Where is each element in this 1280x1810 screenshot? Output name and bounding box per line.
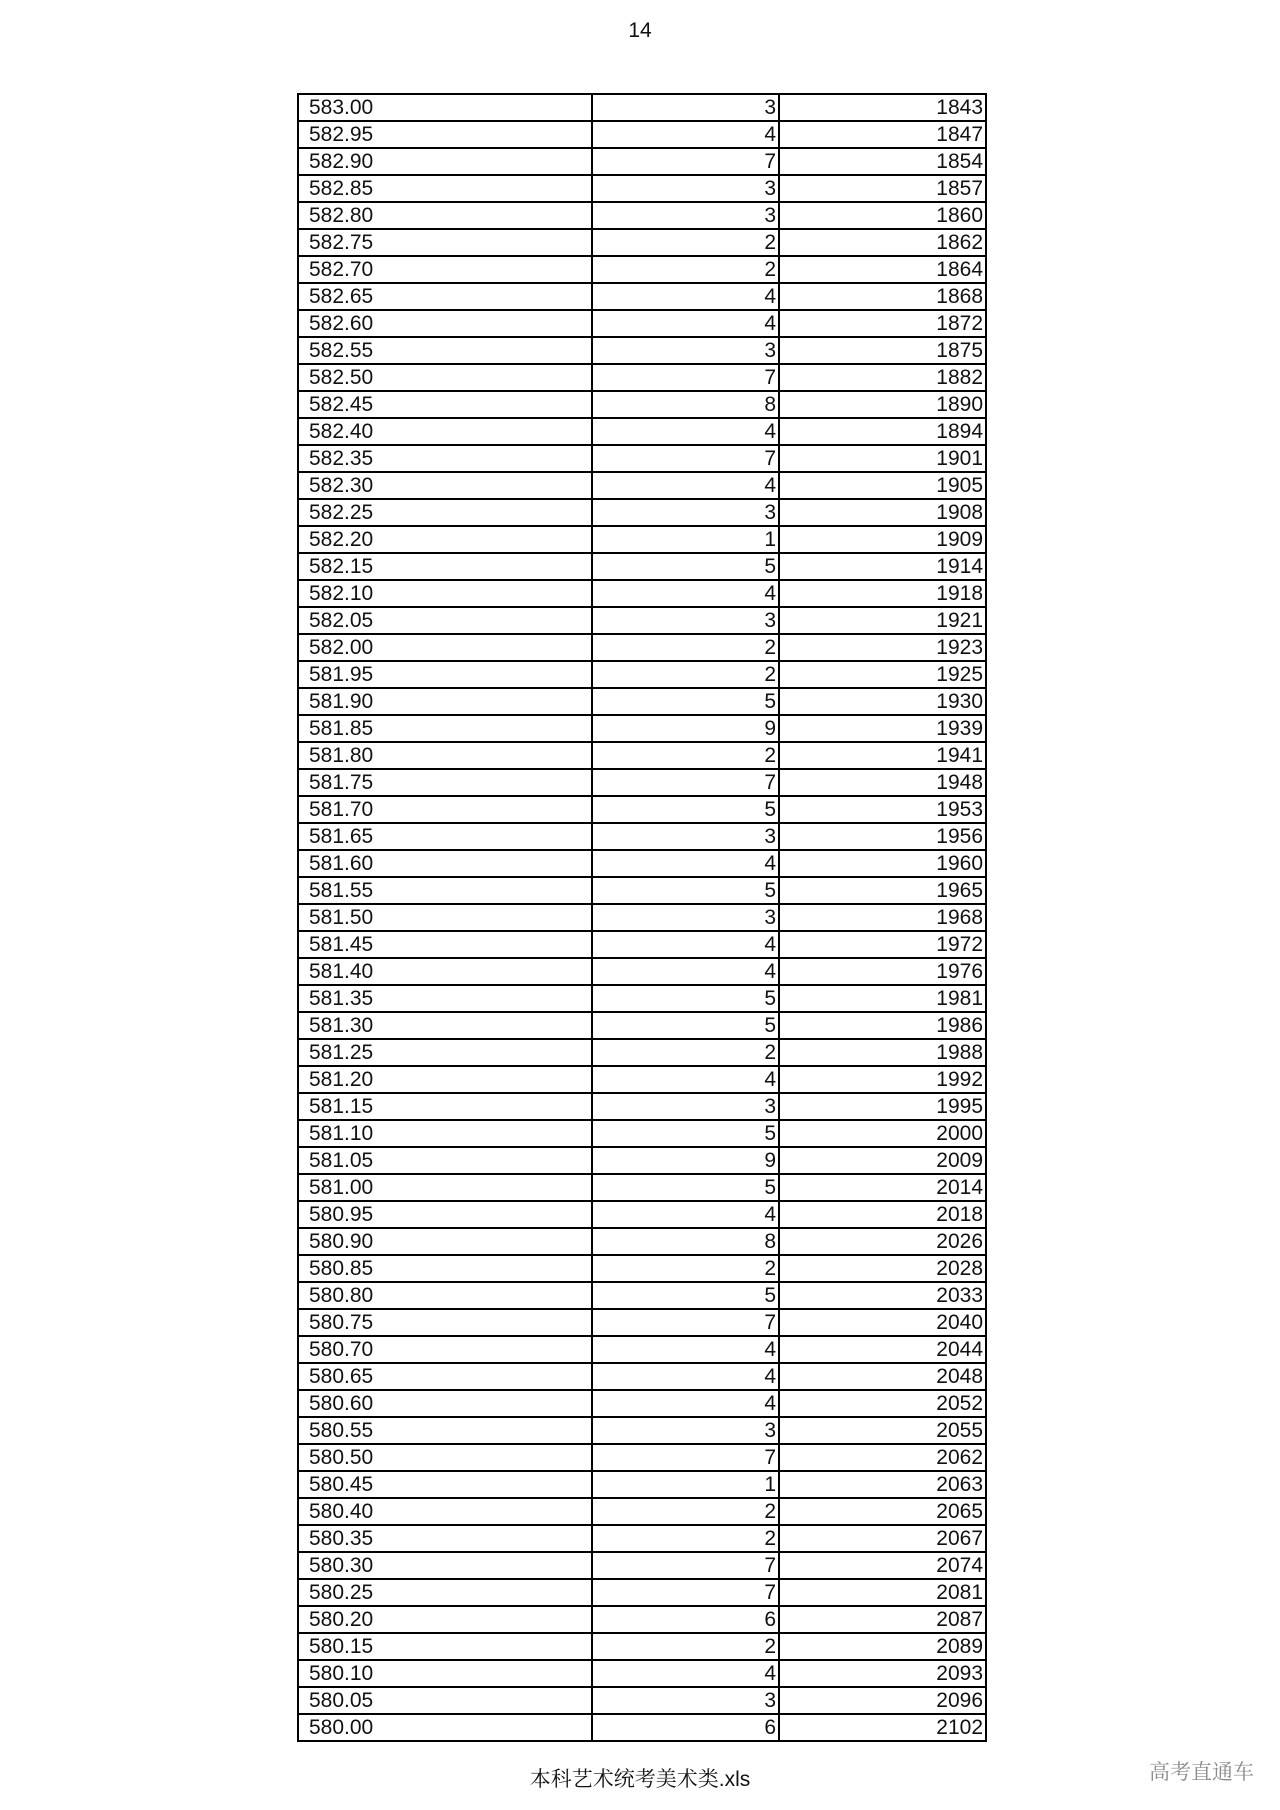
table-row — [298, 661, 986, 688]
cumulative-cell: 1894 — [779, 418, 986, 445]
cumulative-cell: 1860 — [779, 202, 986, 229]
score-cell: 580.60 — [298, 1390, 592, 1417]
table-row — [298, 391, 986, 418]
cumulative-cell: 1843 — [779, 94, 986, 121]
cumulative-cell: 1872 — [779, 310, 986, 337]
cumulative-cell: 1960 — [779, 850, 986, 877]
count-cell: 4 — [592, 1390, 779, 1417]
score-cell: 580.80 — [298, 1282, 592, 1309]
cumulative-cell: 2074 — [779, 1552, 986, 1579]
score-cell: 581.30 — [298, 1012, 592, 1039]
score-cell: 582.70 — [298, 256, 592, 283]
table-row — [298, 877, 986, 904]
score-cell: 582.15 — [298, 553, 592, 580]
cumulative-cell: 1864 — [779, 256, 986, 283]
table-row — [298, 283, 986, 310]
table-row — [298, 1039, 986, 1066]
table-row — [298, 1606, 986, 1633]
count-cell: 9 — [592, 1147, 779, 1174]
table-row — [298, 1228, 986, 1255]
score-cell: 582.65 — [298, 283, 592, 310]
count-cell: 4 — [592, 580, 779, 607]
count-cell: 6 — [592, 1606, 779, 1633]
table-row — [298, 1714, 986, 1741]
count-cell: 2 — [592, 634, 779, 661]
table-row — [298, 904, 986, 931]
score-cell: 580.00 — [298, 1714, 592, 1741]
count-cell: 4 — [592, 121, 779, 148]
score-cell: 580.40 — [298, 1498, 592, 1525]
score-cell: 582.90 — [298, 148, 592, 175]
table-row — [298, 580, 986, 607]
count-cell: 4 — [592, 931, 779, 958]
table-row — [298, 715, 986, 742]
count-cell: 2 — [592, 1039, 779, 1066]
cumulative-cell: 1956 — [779, 823, 986, 850]
count-cell: 4 — [592, 850, 779, 877]
table-row — [298, 202, 986, 229]
table-row — [298, 1444, 986, 1471]
count-cell: 3 — [592, 175, 779, 202]
count-cell: 4 — [592, 1363, 779, 1390]
cumulative-cell: 1986 — [779, 1012, 986, 1039]
table-row — [298, 742, 986, 769]
count-cell: 1 — [592, 1471, 779, 1498]
cumulative-cell: 2026 — [779, 1228, 986, 1255]
footer-filename: 本科艺术统考美术类.xls — [529, 1768, 751, 1791]
table-row — [298, 1282, 986, 1309]
count-cell: 5 — [592, 985, 779, 1012]
table-row — [298, 148, 986, 175]
count-cell: 5 — [592, 1174, 779, 1201]
cumulative-cell: 1981 — [779, 985, 986, 1012]
cumulative-cell: 1948 — [779, 769, 986, 796]
score-cell: 581.50 — [298, 904, 592, 931]
page-number: 14 — [628, 19, 652, 42]
cumulative-cell: 2014 — [779, 1174, 986, 1201]
cumulative-cell: 1875 — [779, 337, 986, 364]
score-cell: 580.20 — [298, 1606, 592, 1633]
score-cell: 582.10 — [298, 580, 592, 607]
score-cell: 582.60 — [298, 310, 592, 337]
cumulative-cell: 1908 — [779, 499, 986, 526]
cumulative-cell: 2096 — [779, 1687, 986, 1714]
score-cell: 582.25 — [298, 499, 592, 526]
cumulative-cell: 1882 — [779, 364, 986, 391]
table-row — [298, 1660, 986, 1687]
count-cell: 1 — [592, 526, 779, 553]
count-cell: 3 — [592, 904, 779, 931]
score-cell: 582.80 — [298, 202, 592, 229]
score-cell: 582.30 — [298, 472, 592, 499]
table-row — [298, 1498, 986, 1525]
count-cell: 2 — [592, 1633, 779, 1660]
score-cell: 580.50 — [298, 1444, 592, 1471]
cumulative-cell: 2063 — [779, 1471, 986, 1498]
count-cell: 3 — [592, 94, 779, 121]
count-cell: 3 — [592, 1687, 779, 1714]
count-cell: 5 — [592, 1120, 779, 1147]
count-cell: 7 — [592, 769, 779, 796]
cumulative-cell: 1976 — [779, 958, 986, 985]
count-cell: 2 — [592, 1525, 779, 1552]
cumulative-cell: 1857 — [779, 175, 986, 202]
score-cell: 581.85 — [298, 715, 592, 742]
score-cell: 581.15 — [298, 1093, 592, 1120]
count-cell: 7 — [592, 1552, 779, 1579]
cumulative-cell: 1992 — [779, 1066, 986, 1093]
count-cell: 5 — [592, 877, 779, 904]
score-table — [297, 93, 987, 1742]
table-row — [298, 121, 986, 148]
table-row — [298, 445, 986, 472]
table-row — [298, 1525, 986, 1552]
cumulative-cell: 2081 — [779, 1579, 986, 1606]
table-row — [298, 337, 986, 364]
score-cell: 580.85 — [298, 1255, 592, 1282]
count-cell: 3 — [592, 1417, 779, 1444]
count-cell: 4 — [592, 1201, 779, 1228]
table-row — [298, 634, 986, 661]
table-row — [298, 985, 986, 1012]
score-cell: 581.10 — [298, 1120, 592, 1147]
score-cell: 582.40 — [298, 418, 592, 445]
table-row — [298, 526, 986, 553]
score-cell: 582.05 — [298, 607, 592, 634]
count-cell: 8 — [592, 391, 779, 418]
cumulative-cell: 1941 — [779, 742, 986, 769]
score-cell: 580.10 — [298, 1660, 592, 1687]
table-row — [298, 553, 986, 580]
cumulative-cell: 2018 — [779, 1201, 986, 1228]
table-row — [298, 1309, 986, 1336]
cumulative-cell: 1972 — [779, 931, 986, 958]
table-row — [298, 823, 986, 850]
table-row — [298, 1066, 986, 1093]
cumulative-cell: 2065 — [779, 1498, 986, 1525]
score-cell: 580.05 — [298, 1687, 592, 1714]
count-cell: 2 — [592, 742, 779, 769]
table-row — [298, 850, 986, 877]
count-cell: 2 — [592, 1498, 779, 1525]
cumulative-cell: 1909 — [779, 526, 986, 553]
table-row — [298, 688, 986, 715]
cumulative-cell: 1953 — [779, 796, 986, 823]
count-cell: 7 — [592, 1579, 779, 1606]
score-cell: 580.30 — [298, 1552, 592, 1579]
score-cell: 580.35 — [298, 1525, 592, 1552]
table-row — [298, 958, 986, 985]
cumulative-cell: 1914 — [779, 553, 986, 580]
table-row — [298, 931, 986, 958]
count-cell: 6 — [592, 1714, 779, 1741]
count-cell: 2 — [592, 256, 779, 283]
table-row — [298, 1471, 986, 1498]
count-cell: 5 — [592, 688, 779, 715]
score-cell: 580.75 — [298, 1309, 592, 1336]
cumulative-cell: 2009 — [779, 1147, 986, 1174]
cumulative-cell: 2102 — [779, 1714, 986, 1741]
count-cell: 4 — [592, 1066, 779, 1093]
score-cell: 580.55 — [298, 1417, 592, 1444]
score-cell: 582.35 — [298, 445, 592, 472]
count-cell: 5 — [592, 1012, 779, 1039]
cumulative-cell: 2033 — [779, 1282, 986, 1309]
score-cell: 580.15 — [298, 1633, 592, 1660]
score-cell: 581.40 — [298, 958, 592, 985]
table-row — [298, 472, 986, 499]
score-cell: 582.75 — [298, 229, 592, 256]
cumulative-cell: 1968 — [779, 904, 986, 931]
score-cell: 581.80 — [298, 742, 592, 769]
count-cell: 5 — [592, 553, 779, 580]
count-cell: 3 — [592, 202, 779, 229]
cumulative-cell: 2000 — [779, 1120, 986, 1147]
score-cell: 581.55 — [298, 877, 592, 904]
count-cell: 7 — [592, 445, 779, 472]
count-cell: 3 — [592, 823, 779, 850]
table-row — [298, 364, 986, 391]
score-cell: 580.70 — [298, 1336, 592, 1363]
score-cell: 580.25 — [298, 1579, 592, 1606]
score-cell: 580.95 — [298, 1201, 592, 1228]
cumulative-cell: 1854 — [779, 148, 986, 175]
cumulative-cell: 1923 — [779, 634, 986, 661]
table-row — [298, 94, 986, 121]
table-row — [298, 1687, 986, 1714]
count-cell: 8 — [592, 1228, 779, 1255]
count-cell: 3 — [592, 1093, 779, 1120]
score-cell: 582.95 — [298, 121, 592, 148]
table-row — [298, 1201, 986, 1228]
count-cell: 4 — [592, 472, 779, 499]
cumulative-cell: 1930 — [779, 688, 986, 715]
table-row — [298, 1579, 986, 1606]
score-table-body — [298, 94, 986, 1741]
count-cell: 7 — [592, 148, 779, 175]
count-cell: 7 — [592, 1444, 779, 1471]
table-row — [298, 796, 986, 823]
score-cell: 581.35 — [298, 985, 592, 1012]
cumulative-cell: 2093 — [779, 1660, 986, 1687]
count-cell: 3 — [592, 337, 779, 364]
count-cell: 5 — [592, 796, 779, 823]
score-cell: 581.70 — [298, 796, 592, 823]
count-cell: 4 — [592, 1336, 779, 1363]
score-cell: 581.90 — [298, 688, 592, 715]
table-row — [298, 256, 986, 283]
table-row — [298, 1147, 986, 1174]
cumulative-cell: 1925 — [779, 661, 986, 688]
table-row — [298, 607, 986, 634]
table-row — [298, 1255, 986, 1282]
score-cell: 580.45 — [298, 1471, 592, 1498]
cumulative-cell: 1921 — [779, 607, 986, 634]
table-row — [298, 1417, 986, 1444]
count-cell: 5 — [592, 1282, 779, 1309]
cumulative-cell: 2062 — [779, 1444, 986, 1471]
count-cell: 3 — [592, 499, 779, 526]
score-cell: 581.65 — [298, 823, 592, 850]
count-cell: 9 — [592, 715, 779, 742]
count-cell: 4 — [592, 283, 779, 310]
table-row — [298, 1120, 986, 1147]
score-cell: 582.45 — [298, 391, 592, 418]
table-row — [298, 1552, 986, 1579]
table-row — [298, 1174, 986, 1201]
score-cell: 581.20 — [298, 1066, 592, 1093]
cumulative-cell: 2052 — [779, 1390, 986, 1417]
table-row — [298, 1390, 986, 1417]
score-cell: 581.95 — [298, 661, 592, 688]
score-cell: 582.50 — [298, 364, 592, 391]
score-cell: 580.90 — [298, 1228, 592, 1255]
count-cell: 3 — [592, 607, 779, 634]
cumulative-cell: 1890 — [779, 391, 986, 418]
cumulative-cell: 2044 — [779, 1336, 986, 1363]
cumulative-cell: 1965 — [779, 877, 986, 904]
cumulative-cell: 2055 — [779, 1417, 986, 1444]
table-row — [298, 1363, 986, 1390]
cumulative-cell: 1905 — [779, 472, 986, 499]
table-row — [298, 1093, 986, 1120]
table-row — [298, 1012, 986, 1039]
watermark: 高考直通车 — [1149, 1761, 1254, 1784]
cumulative-cell: 1847 — [779, 121, 986, 148]
cumulative-cell: 2028 — [779, 1255, 986, 1282]
count-cell: 2 — [592, 1255, 779, 1282]
cumulative-cell: 2087 — [779, 1606, 986, 1633]
table-row — [298, 229, 986, 256]
score-cell: 582.85 — [298, 175, 592, 202]
score-cell: 580.65 — [298, 1363, 592, 1390]
count-cell: 4 — [592, 958, 779, 985]
score-cell: 581.60 — [298, 850, 592, 877]
cumulative-cell: 1901 — [779, 445, 986, 472]
cumulative-cell: 1862 — [779, 229, 986, 256]
cumulative-cell: 1939 — [779, 715, 986, 742]
cumulative-cell: 1995 — [779, 1093, 986, 1120]
count-cell: 4 — [592, 310, 779, 337]
score-cell: 582.00 — [298, 634, 592, 661]
count-cell: 4 — [592, 1660, 779, 1687]
score-cell: 583.00 — [298, 94, 592, 121]
score-cell: 581.00 — [298, 1174, 592, 1201]
table-row — [298, 175, 986, 202]
score-cell: 581.25 — [298, 1039, 592, 1066]
score-cell: 581.75 — [298, 769, 592, 796]
score-cell: 582.55 — [298, 337, 592, 364]
count-cell: 7 — [592, 1309, 779, 1336]
count-cell: 4 — [592, 418, 779, 445]
count-cell: 2 — [592, 661, 779, 688]
table-row — [298, 1633, 986, 1660]
cumulative-cell: 1988 — [779, 1039, 986, 1066]
cumulative-cell: 2089 — [779, 1633, 986, 1660]
cumulative-cell: 2048 — [779, 1363, 986, 1390]
table-row — [298, 418, 986, 445]
table-row — [298, 310, 986, 337]
count-cell: 7 — [592, 364, 779, 391]
score-cell: 582.20 — [298, 526, 592, 553]
cumulative-cell: 2067 — [779, 1525, 986, 1552]
cumulative-cell: 1868 — [779, 283, 986, 310]
cumulative-cell: 2040 — [779, 1309, 986, 1336]
count-cell: 2 — [592, 229, 779, 256]
cumulative-cell: 1918 — [779, 580, 986, 607]
table-row — [298, 499, 986, 526]
score-cell: 581.05 — [298, 1147, 592, 1174]
score-cell: 581.45 — [298, 931, 592, 958]
table-row — [298, 769, 986, 796]
table-row — [298, 1336, 986, 1363]
